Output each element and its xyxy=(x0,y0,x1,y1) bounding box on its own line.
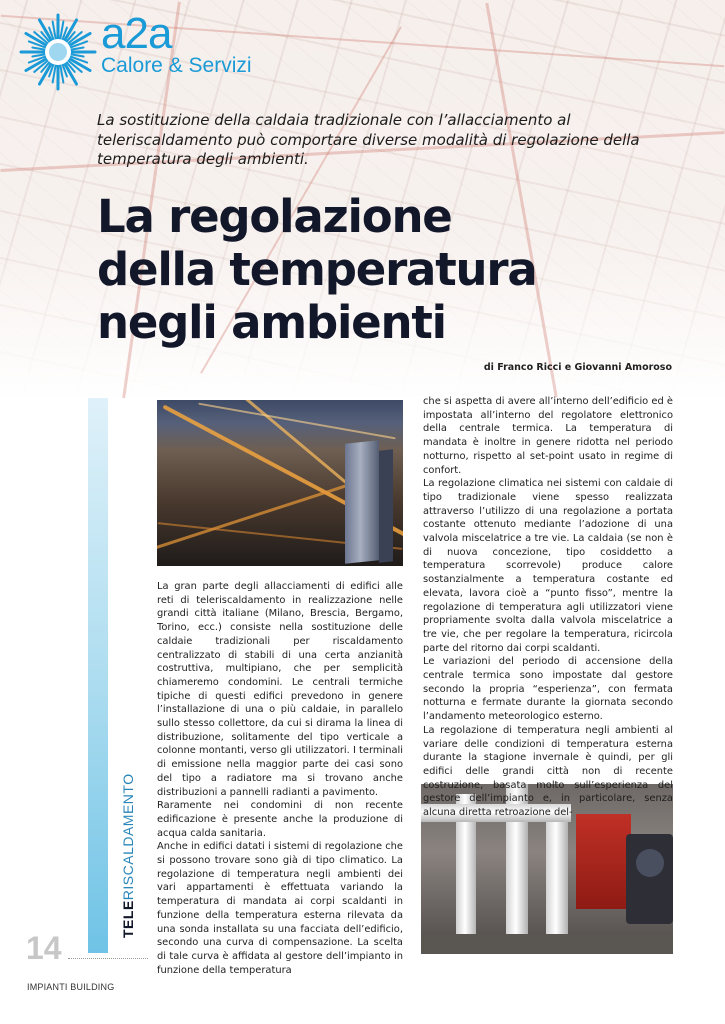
publication-footer: IMPIANTI BUILDING xyxy=(27,982,115,992)
page-number-divider xyxy=(68,958,148,959)
section-label-rest: RISCALDAMENTO xyxy=(120,773,136,901)
article-byline: di Franco Ricci e Giovanni Amoroso xyxy=(483,362,672,373)
right-paragraph-3: Le variazioni del periodo di accensione della centrale termica sono impostate dal gestore secondo la propria “esperienza”, con fermata notturna e fermate durante la giornata secondo l’andamento meteorologico esterno. xyxy=(423,656,673,723)
section-label xyxy=(120,773,136,938)
article-column-right xyxy=(423,395,673,820)
section-label-bold: TELE xyxy=(120,900,136,938)
page-number: 14 xyxy=(26,930,62,966)
section-sidebar-bar xyxy=(88,398,108,953)
title-line-3: negli ambienti xyxy=(97,296,446,349)
a2a-sunburst-logo-icon xyxy=(18,12,98,92)
title-line-2: della temperatura xyxy=(97,243,537,296)
right-paragraph-4: La regolazione di temperatura negli ambienti al variare delle condizioni di temperatura esterna durante la stagione invernale è quindi, per gli edifici delle grandi città non di recente costruzione, basata molto sull’esperienza del gestore dell’impianto e, in particolare, senza alcuna diretta retroazione del- xyxy=(423,724,673,819)
brand-wordmark xyxy=(101,9,252,78)
right-paragraph-1: che si aspetta di avere all’interno dell’edificio ed è impostata all’interno del regolatore elettronico della centrale termica. La temperatura di mandata è inoltre in genere ridotta nel periodo notturno, rispetto al set-point usato in regime di confort. xyxy=(423,396,673,476)
left-paragraph-1: La gran parte degli allacciamenti di edifici alle reti di teleriscaldamento in realizzazione nelle grandi città italiane (Milano, Brescia, Bergamo, Torino, ecc.) consiste nella sostituzione delle caldaie tradizionali per riscaldamento centralizzato di stabili di una certa anzianità costruttiva, multipiano, che per semplicità chiameremo condomini. Le centrali termiche tipiche di questi edifici prevedono in genere l’installazione di una o più caldaie, in parallelo sullo stesso collettore, da cui si dirama la linea di distribuzione, solitamente del tipo verticale a colonne montanti, verso gli utilizzatori. I terminali di emissione nella maggior parte dei casi sono del tipo a radiatore ma si trovano anche distribuzioni a pannelli radianti a pavimento. xyxy=(157,581,404,798)
article-title xyxy=(97,190,657,349)
brand-name: a2a xyxy=(101,9,172,58)
brand-subtitle: Calore & Servizi xyxy=(101,54,252,77)
left-paragraph-2: Raramente nei condomini di non recente edificazione è presente anche la produzione di acqua calda sanitaria. xyxy=(157,800,403,839)
title-line-1: La regolazione xyxy=(97,190,452,243)
left-paragraph-3: Anche in edifici datati i sistemi di regolazione che si possono trovare sono già di tipo climatico. La regolazione di temperatura negli ambienti dei vari appartamenti è effettuata variando la temperatura di mandata ai corpi scaldanti in funzione della temperatura esterna rilevata da una sonda installata su una facciata dell’edificio, secondo una curva di compensazione. La scelta di tale curva è affidata al gestore dell’impianto in funzione della temperatura xyxy=(157,841,403,976)
city-night-aerial-photo xyxy=(157,400,403,566)
article-intro: La sostituzione della caldaia tradizionale con l’allacciamento al teleriscaldamento può comportare diverse modalità di regolazione della temperatura degli ambienti. xyxy=(97,111,640,168)
right-paragraph-2: La regolazione climatica nei sistemi con caldaie di tipo tradizionale viene spesso realizzata attraverso l’utilizzo di una regolazione a portata costante ottenuto mediante l’adozione di una valvola miscelatrice a tre vie. La caldaia (se non è di nuova concezione, tipo cosiddetto a temperatura scorrevole) produce calore sostanzialmente a temperatura costante ed elevata, lavora cioè a “punto fisso”, mentre la regolazione di temperatura agli utilizzatori viene propriamente svolta dalla valvola miscelatrice a tre vie, che per regolare la temperatura, ricircola parte del ritorno dai corpi scaldanti. xyxy=(423,478,673,654)
article-column-left xyxy=(157,580,403,977)
